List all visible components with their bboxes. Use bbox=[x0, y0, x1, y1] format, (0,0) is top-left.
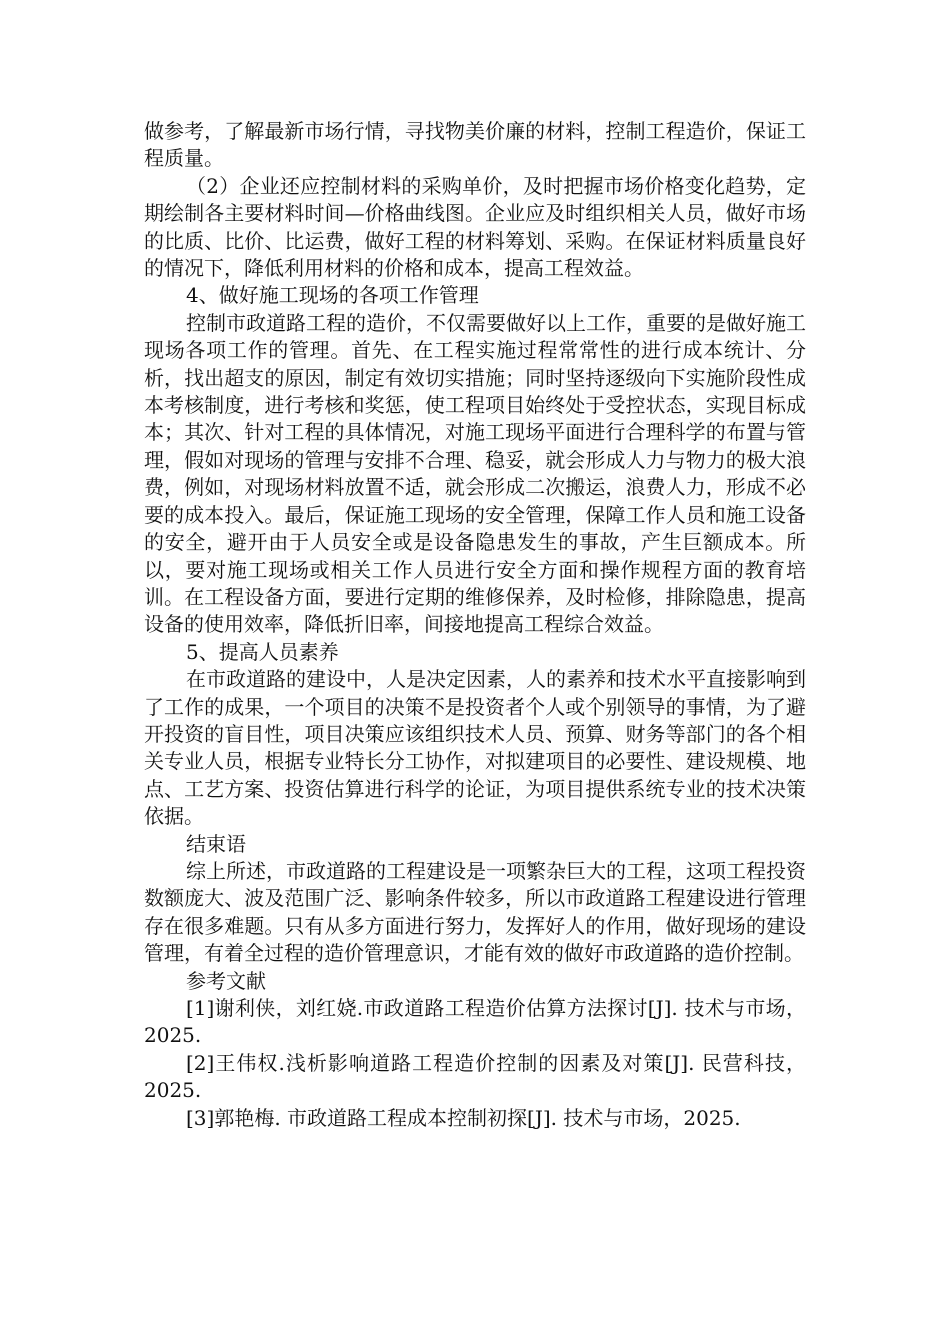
paragraph-personnel: 在市政道路的建设中，人是决定因素，人的素养和技术水平直接影响到了工作的成果，一个项目的决策不是投资者个人或个别领导的事情，为了避开投资的盲目性，项目决策应该组织技术人员、预算、财务等部门的各个相关专业人员，根据专业特长分工协作，对拟建项目的必要性、建设规模、地点、工艺方案、投资估算进行科学的论证，为项目提供系统专业的技术决策依据。 bbox=[144, 667, 806, 829]
paragraph-material-price: （2）企业还应控制材料的采购单价，及时把握市场价格变化趋势，定期绘制各主要材料时间—价格曲线图。企业应及时组织相关人员，做好市场的比质、比价、比运费，做好工程的材料筹划、采购。在保证材料质量良好的情况下，降低利用材料的价格和成本，提高工程效益。 bbox=[144, 173, 806, 281]
reference-item: [2]王伟权.浅析影响道路工程造价控制的因素及对策[J]. 民营科技，2025. bbox=[144, 1050, 806, 1103]
references-heading: 参考文献 bbox=[186, 968, 266, 993]
paragraph-conclusion: 综上所述，市政道路的工程建设是一项繁杂巨大的工程，这项工程投资数额庞大、波及范围广泛、影响条件较多，所以市政道路工程建设进行管理存在很多难题。只有从多方面进行努力，发挥好人的作用，做好现场的建设管理，有着全过程的造价管理意识，才能有效的做好市政道路的造价控制。 bbox=[144, 858, 806, 966]
section-heading-5: 5、提高人员素养 bbox=[186, 639, 339, 664]
document-body bbox=[144, 118, 806, 1132]
conclusion-heading: 结束语 bbox=[186, 831, 246, 856]
reference-item: [1]谢利侠，刘红娆.市政道路工程造价估算方法探讨[J]. 技术与市场，2025. bbox=[144, 996, 806, 1048]
section-heading-4: 4、做好施工现场的各项工作管理 bbox=[186, 283, 479, 308]
reference-item: [3]郭艳梅. 市政道路工程成本控制初探[J]. 技术与市场，2025. bbox=[186, 1105, 741, 1130]
paragraph-continuation: 做参考，了解最新市场行情，寻找物美价廉的材料，控制工程造价，保证工程质量。 bbox=[144, 119, 806, 171]
paragraph-site-management: 控制市政道路工程的造价，不仅需要做好以上工作，重要的是做好施工现场各项工作的管理。首先、在工程实施过程常常性的进行成本统计、分析，找出超支的原因，制定有效切实措施；同时坚持逐级向下实施阶段性成本考核制度，进行考核和奖惩，使工程项目始终处于受控状态，实现目标成本；其次、针对工程的具体情况，对施工现场平面进行合理科学的布置与管理，假如对现场的管理与安排不合理、稳妥，就会形成人力与物力的极大浪费，例如，对现场材料放置不适，就会形成二次搬运，浪费人力，形成不必要的成本投入。最后，保证施工现场的安全管理，保障工作人员和施工设备的安全，避开由于人员安全或是设备隐患发生的事故，产生巨额成本。所以，要对施工现场或相关工作人员进行安全方面和操作规程方面的教育培训。在工程设备方面，要进行定期的维修保养，及时检修，排除隐患，提高设备的使用效率，降低折旧率，间接地提高工程综合效益。 bbox=[144, 310, 806, 637]
